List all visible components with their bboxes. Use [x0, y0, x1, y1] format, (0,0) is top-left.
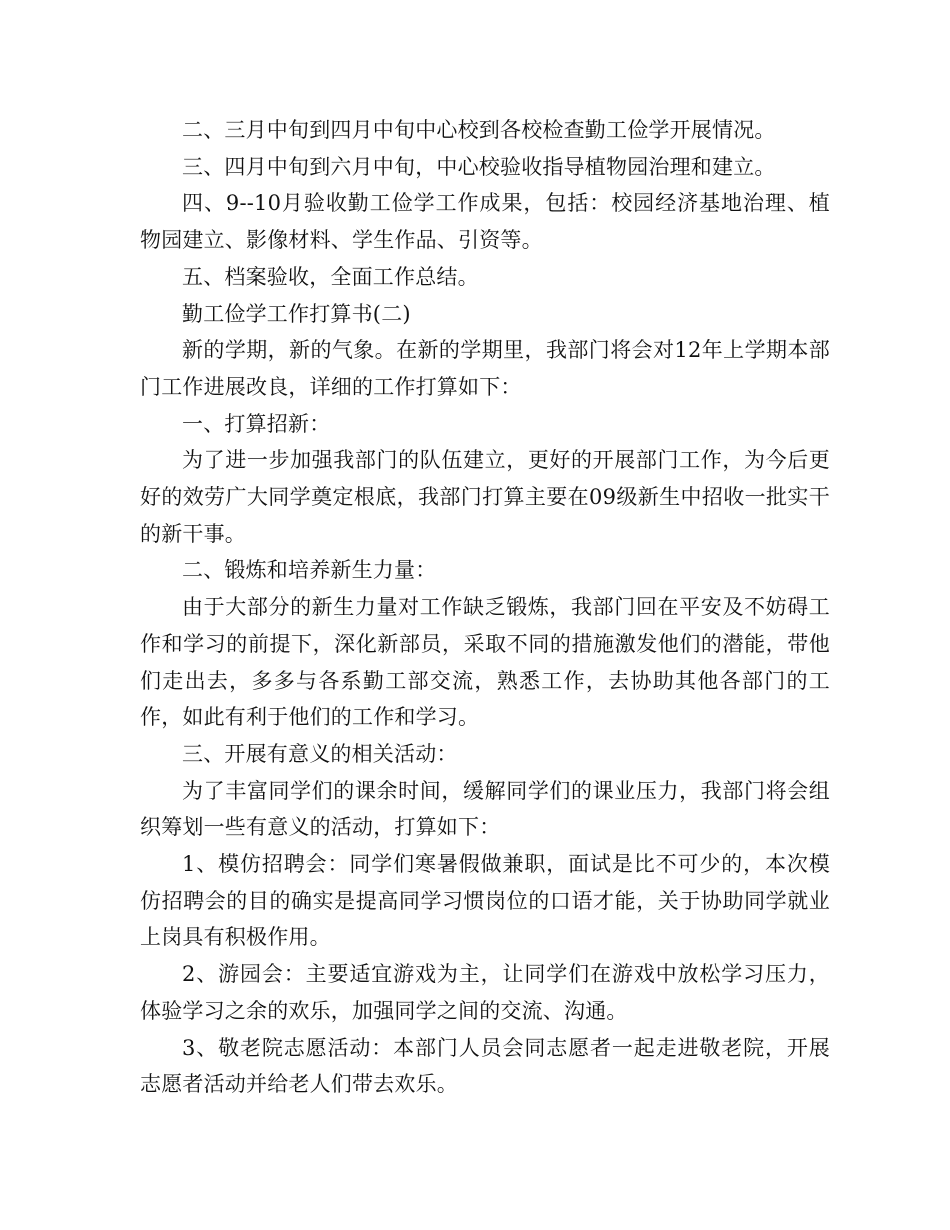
list-item-garden-party: 2、游园会：主要适宜游戏为主，让同学们在游戏中放松学习压力，体验学习之余的欢乐，加强同学之间的交流、沟通。	[140, 962, 830, 1023]
paragraph-intro: 新的学期，新的气象。在新的学期里，我部门将会对12年上学期本部门工作进展改良，详细的工作打算如下：	[140, 338, 830, 399]
paragraph-inspection: 二、三月中旬到四月中旬中心校到各校检查勤工俭学开展情况。	[182, 118, 776, 142]
section-title: 勤工俭学工作打算书(二)	[182, 301, 411, 326]
heading-activities: 三、开展有意义的相关活动：	[182, 741, 458, 766]
paragraph-activities-intro: 为了丰富同学们的课余时间，缓解同学们的课业压力，我部门将会组织筹划一些有意义的活动，打算如下：	[140, 778, 830, 840]
paragraph-results-acceptance: 四、9--10月验收勤工俭学工作成果，包括：校园经济基地治理、植物园建立、影像材料、学生作品、引资等。	[140, 191, 830, 253]
paragraph-training: 由于大部分的新生力量对工作缺乏锻炼，我部门回在平安及不妨碍工作和学习的前提下，深化新部员，采取不同的措施激发他们的潜能，带他们走出去，多多与各系勤工部交流，熟悉工作，去协助其他各部门的工作，如此有利于他们的工作和学习。	[140, 595, 830, 730]
document-body	[140, 112, 830, 1103]
paragraph-botanical-garden: 三、四月中旬到六月中旬，中心校验收指导植物园治理和建立。	[182, 154, 776, 179]
heading-training: 二、锻炼和培养新生力量：	[182, 558, 437, 583]
list-item-volunteer: 3、敬老院志愿活动：本部门人员会同志愿者一起走进敬老院，开展志愿者活动并给老人们带去欢乐。	[140, 1035, 830, 1097]
paragraph-archive-acceptance: 五、档案验收，全面工作总结。	[182, 264, 479, 289]
paragraph-recruitment: 为了进一步加强我部门的队伍建立，更好的开展部门工作，为今后更好的效劳广大同学奠定根底，我部门打算主要在09级新生中招收一批实干的新干事。	[140, 448, 830, 546]
heading-recruitment: 一、打算招新：	[182, 411, 331, 436]
list-item-job-fair: 1、模仿招聘会：同学们寒暑假做兼职，面试是比不可少的，本次模仿招聘会的目的确实是提高同学习惯岗位的口语才能，关于协助同学就业上岗具有积极作用。	[140, 852, 830, 950]
